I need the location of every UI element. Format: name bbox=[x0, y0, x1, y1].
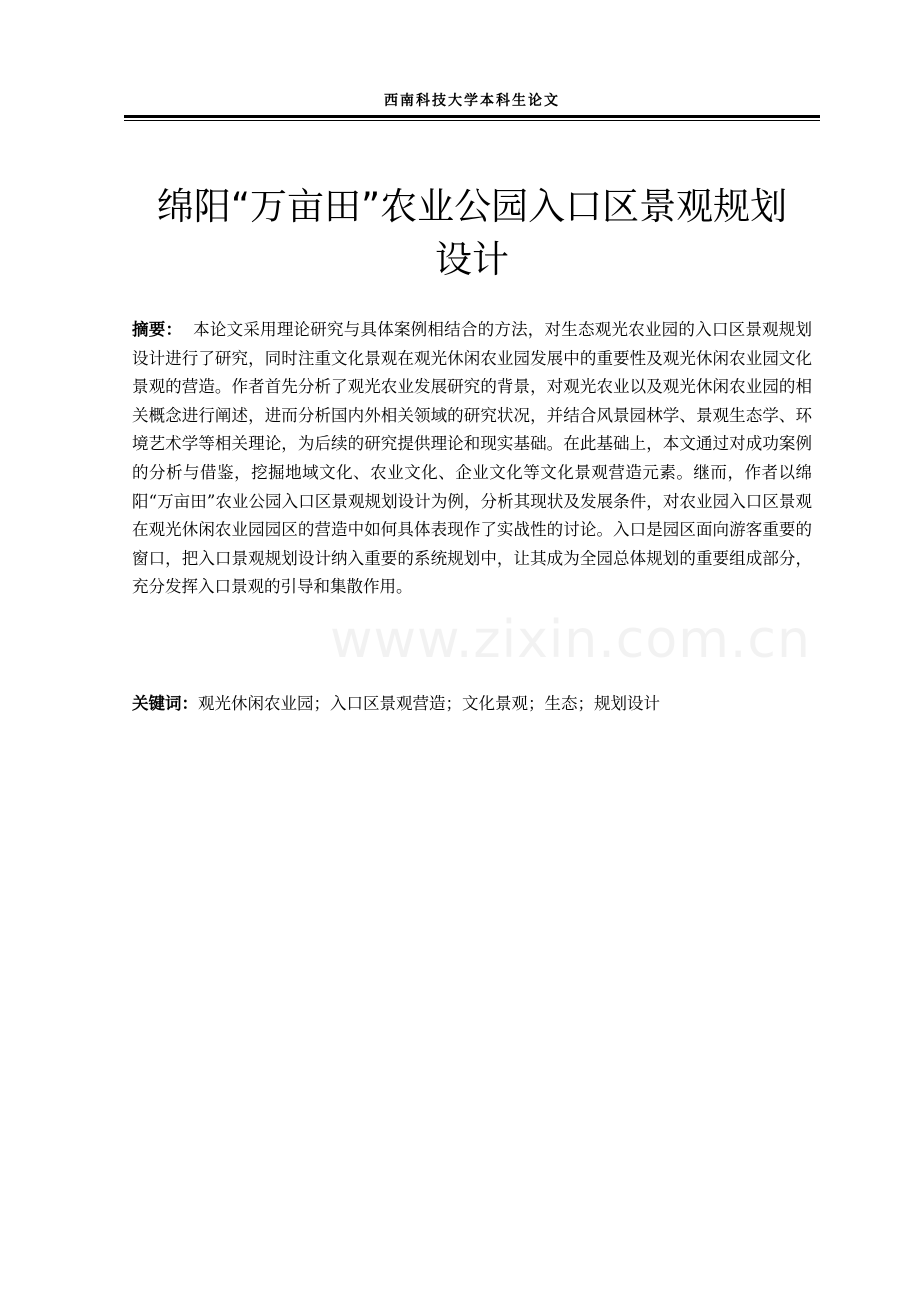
abstract-text: 本论文采用理论研究与具体案例相结合的方法，对生态观光农业园的入口区景观规划设计进行了研究，同时注重文化景观在观光休闲农业园发展中的重要性及观光休闲农业园文化景观的营造。作者首先分析了观光农业发展研究的背景，对观光农业以及观光休闲农业园的相关概念进行阐述，进而分析国内外相关领域的研究状况，并结合风景园林学、景观生态学、环境艺术学等相关理论，为后续的研究提供理论和现实基础。在此基础上，本文通过对成功案例的分析与借鉴，挖掘地域文化、农业文化、企业文化等文化景观营造元素。继而，作者以绵阳“万亩田”农业公园入口区景观规划设计为例，分析其现状及发展条件，对农业园入口区景观在观光休闲农业园园区的营造中如何具体表现作了实战性的讨论。入口是园区面向游客重要的窗口，把入口景观规划设计纳入重要的系统规划中，让其成为全园总体规划的重要组成部分，充分发挥入口景观的引导和集散作用。 bbox=[132, 320, 813, 597]
header-rule-thick bbox=[124, 115, 820, 118]
running-header: 西南科技大学本科生论文 bbox=[384, 93, 560, 109]
header-rule-thin bbox=[124, 120, 820, 121]
abstract-paragraph bbox=[132, 316, 812, 602]
watermark-text: www.zixin.com.cn bbox=[330, 610, 811, 670]
keywords-label: 关键词： bbox=[132, 694, 198, 713]
keywords-text: 观光休闲农业园；入口区景观营造；文化景观；生态；规划设计 bbox=[198, 694, 660, 713]
title-line-1: 绵阳“万亩田”农业公园入口区景观规划 bbox=[156, 185, 788, 228]
page-title bbox=[124, 180, 820, 286]
title-line-2: 设计 bbox=[435, 238, 509, 281]
keywords-paragraph bbox=[132, 690, 812, 718]
abstract-label: 摘要： bbox=[132, 320, 183, 339]
